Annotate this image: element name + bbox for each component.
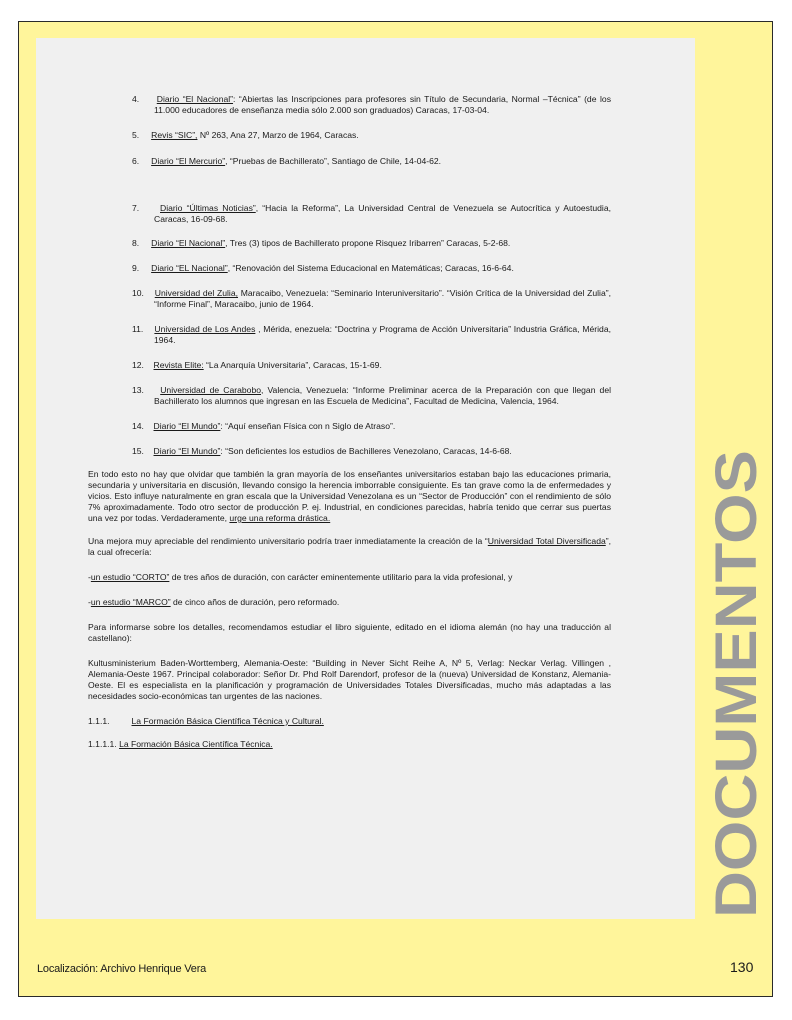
reference-source: Diario “Últimas Noticias” bbox=[160, 203, 256, 213]
reference-text: : “Son deficientes los estudios de Bachilleres Venezolano, Caracas, 14-6-68. bbox=[220, 446, 512, 456]
reference-number: 13. bbox=[132, 385, 144, 395]
reference-item bbox=[110, 360, 611, 371]
paragraph: Kultusministerium Baden-Worttemberg, Alemania-Oeste: “Building in Never Sicht Reihe A, Nº 5, Verlag: Neckar Verlag. Villingen , Alemania-Oeste 1967. Principal colaborador: Señor Dr. Phd Rolf Darendorf, profesor de la (nueva) Universidad de Konstanz, Alemania-Oeste. El es especialista en la planificación y programación de Universidades Totales Diversificadas, mucho más adaptadas a las necesidades socio-económicas tan urgentes de las naciones. bbox=[88, 658, 611, 701]
reference-text: Maracaibo, Venezuela: “Seminario Interuniversitario”. “Visión Crítica de la Universidad del Zulia”, “Informe Final”, Maracaibo, junio de 1964. bbox=[154, 288, 611, 309]
reference-source: Diario “El Nacional” bbox=[151, 238, 226, 248]
reference-item bbox=[110, 263, 611, 274]
reference-number: 15. bbox=[132, 446, 144, 456]
reference-item bbox=[110, 446, 611, 457]
bullet-item: -un estudio “MARCO” de cinco años de duración, pero reformado. bbox=[88, 597, 340, 607]
reference-number: 14. bbox=[132, 421, 144, 431]
reference-text: , Tres (3) tipos de Bachillerato propone Risquez Iribarren” Caracas, 5-2-68. bbox=[225, 238, 511, 248]
section-number: 1.1.1.1. bbox=[88, 739, 117, 749]
side-title-text: DOCUMENTOS bbox=[704, 500, 769, 918]
reference-number: 8. bbox=[132, 238, 140, 248]
paragraph: Para informarse sobre los detalles, recomendamos estudiar el libro siguiente, editado en el idioma alemán (no hay una traducción al castellano): bbox=[88, 622, 611, 643]
reference-item bbox=[110, 130, 611, 141]
section-title: La Formación Básica Científica Técnica. bbox=[119, 739, 273, 749]
reference-source: Diario “El Mercurio” bbox=[151, 156, 226, 166]
section-heading bbox=[88, 739, 611, 750]
reference-number: 7. bbox=[132, 203, 140, 213]
reference-text: , Valencia, Venezuela: “Informe Preliminar acerca de la Preparación con que llegan del Bachillerato los alumnos que ingresan en las Escuela de Medicina”, Facultad de Medicina, Valencia, 1964. bbox=[154, 385, 612, 406]
underlined-phrase: urge una reforma drástica. bbox=[229, 513, 331, 523]
section-title: La Formación Básica Científica Técnica y Cultural. bbox=[131, 716, 324, 726]
paragraph: Una mejora muy apreciable del rendimiento universitario podría traer inmediatamente la creación de la “Universidad Total Diversificada”, la cual ofrecería: bbox=[88, 536, 611, 557]
reference-item bbox=[110, 94, 611, 116]
reference-item bbox=[110, 238, 611, 249]
reference-item bbox=[110, 421, 611, 432]
reference-text: , “Hacia la Reforma”, La Universidad Central de Venezuela se Autocrítica y Autoestudia, Caracas, 16-09-68. bbox=[154, 203, 611, 224]
reference-source: Diario “El Mundo” bbox=[153, 446, 221, 456]
reference-number: 4. bbox=[132, 94, 140, 104]
reference-source: Universidad de Carabobo bbox=[160, 385, 262, 395]
section-number: 1.1.1. bbox=[88, 716, 110, 726]
section-heading bbox=[88, 716, 611, 727]
reference-source: Diario “El Nacional” bbox=[156, 94, 234, 104]
reference-item bbox=[110, 385, 611, 407]
underlined-phrase: Universidad Total Diversificada bbox=[487, 536, 606, 546]
reference-number: 6. bbox=[132, 156, 140, 166]
footer-location: Localización: Archivo Henrique Vera bbox=[37, 963, 207, 975]
document-body bbox=[88, 94, 612, 750]
underlined-phrase: un estudio “MARCO” bbox=[90, 597, 171, 607]
reference-text: , “Pruebas de Bachillerato”, Santiago de Chile, 14-04-62. bbox=[225, 156, 442, 166]
reference-source: Diario “El Mundo” bbox=[153, 421, 221, 431]
reference-source: Revista Elite: bbox=[153, 360, 204, 370]
reference-source: Universidad del Zulia, bbox=[154, 288, 239, 298]
reference-item bbox=[110, 288, 611, 310]
reference-item bbox=[110, 203, 611, 225]
reference-text: , Mérida, enezuela: “Doctrina y Programa de Acción Universitaria” Industria Gráfica, Mérida, 1964. bbox=[154, 324, 611, 345]
reference-number: 11. bbox=[132, 324, 144, 334]
reference-source: Diario “EL Nacional” bbox=[151, 263, 228, 273]
reference-number: 9. bbox=[132, 263, 140, 273]
page-number: 130 bbox=[730, 959, 754, 975]
reference-text: “La Anarquía Universitaria”, Caracas, 15-1-69. bbox=[203, 360, 382, 370]
reference-text: : “Aquí enseñan Física con n Siglo de Atraso”. bbox=[220, 421, 396, 431]
reference-number: 10. bbox=[132, 288, 144, 298]
underlined-phrase: un estudio “CORTO” bbox=[90, 572, 170, 582]
reference-text: , “Renovación del Sistema Educacional en Matemáticas; Caracas, 16-6-64. bbox=[227, 263, 514, 273]
reference-text: Nº 263, Ana 27, Marzo de 1964, Caracas. bbox=[197, 130, 359, 140]
reference-number: 12. bbox=[132, 360, 144, 370]
side-title bbox=[704, 450, 769, 920]
reference-item bbox=[110, 156, 611, 167]
reference-number: 5. bbox=[132, 130, 140, 140]
bullet-item: -un estudio “CORTO” de tres años de duración, con carácter eminentemente utilitario para la vida profesional, y bbox=[88, 572, 513, 582]
reference-source: Revis “SIC”, bbox=[151, 130, 198, 140]
reference-source: Universidad de Los Andes bbox=[154, 324, 256, 334]
reference-item bbox=[110, 324, 611, 346]
reference-text: : “Abiertas las Inscripciones para profesores sin Título de Secundaria, Normal –Técnica” (de los 11.000 educadores de enseñanza media sólo 2.000 son graduados) Caracas, 17-03-04. bbox=[154, 94, 611, 115]
paragraph: En todo esto no hay que olvidar que también la gran mayoría de los enseñantes universitarios estaban bajo las educaciones primaria, secundaria y universitaria en discusión, llevando consigo la herencia imborrable consiguiente. Es tan grave como la de enfermedades y vicios. Esto influye naturalmente en gran escala que la Universidad Venezolana es un “Sector de Producción” con el rendimiento de sólo 7% aproximadamente. Todo otro sector de producción P. ej. Industrial, en condiciones parecidas, habría tenido que cerrar sus puertas una vez por todas. Verdaderamente, urge una reforma drástica. bbox=[88, 469, 611, 523]
